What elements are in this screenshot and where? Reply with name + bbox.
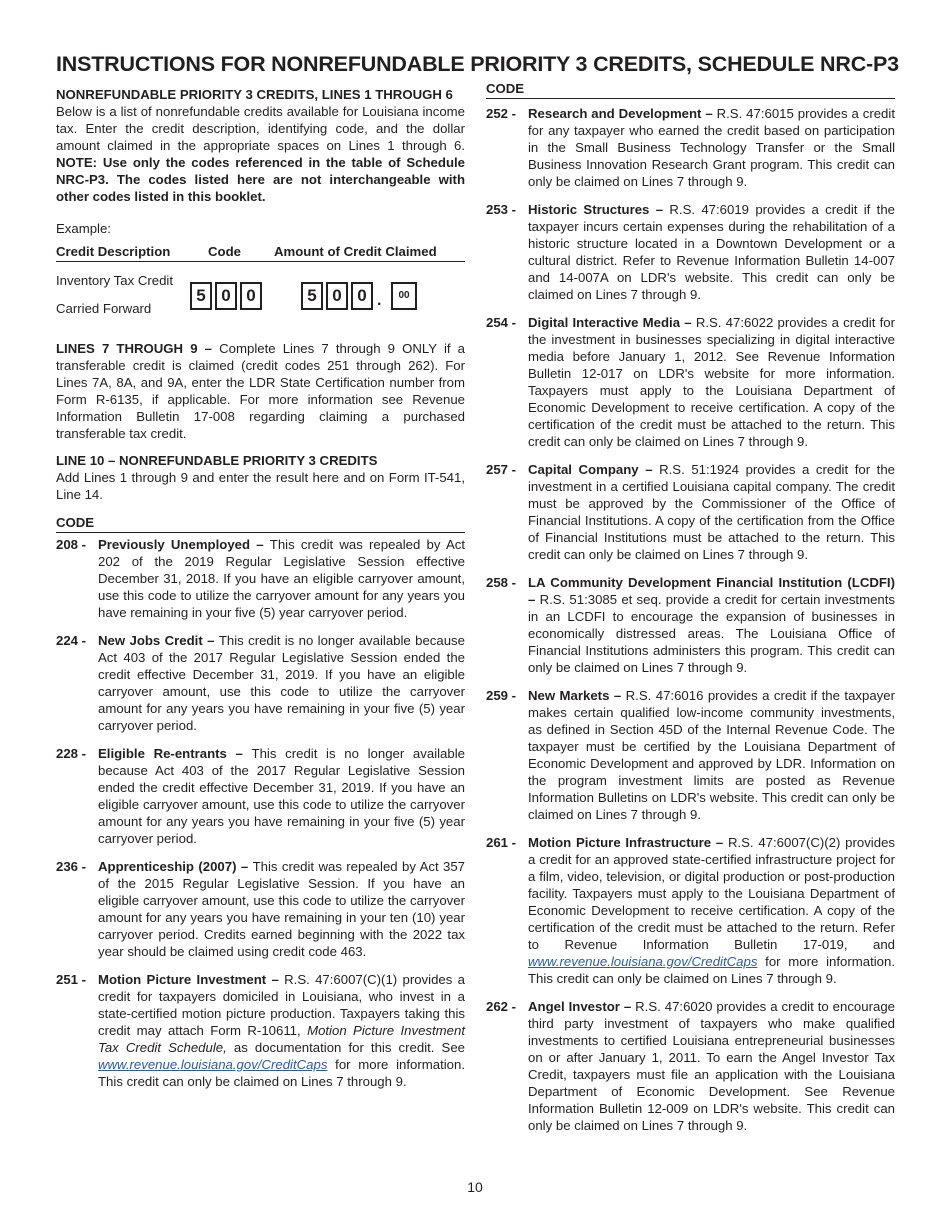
- example-row: [56, 270, 465, 330]
- credit-entry-224: 224 - New Jobs Credit – This credit is no longer available because Act 403 of the 2017 Regular Legislative Session ended the credit effective December 31, 2019. If you have an eligible carryover amount, use this code to utilize the carryover amount for any years you have remaining in your five (5) year carryover period.: [56, 633, 465, 733]
- credit-name: New Jobs Credit –: [98, 633, 219, 648]
- left-column: [56, 86, 465, 1090]
- section-heading-lines-1-6: NONREFUNDABLE PRIORITY 3 CREDITS, LINES 1 THROUGH 6: [56, 87, 453, 102]
- header-credit-description: Credit Description: [56, 244, 171, 259]
- credit-code: 236 -: [56, 859, 87, 874]
- credit-name: Motion Picture Infrastructure –: [528, 835, 728, 850]
- credit-code: 261 -: [486, 835, 517, 850]
- header-code: Code: [208, 244, 241, 259]
- code-digit-box: 0: [240, 282, 262, 310]
- credit-name: LA Community Development Financial Institution (LCDFI) –: [528, 575, 895, 607]
- cents-box: 00: [391, 282, 417, 310]
- code-heading: CODE: [486, 80, 895, 99]
- credit-name: New Markets –: [528, 688, 626, 703]
- creditcaps-link[interactable]: www.revenue.louisiana.gov/CreditCaps: [528, 954, 758, 969]
- credit-entry-261: 261 - Motion Picture Infrastructure – R.S. 47:6007(C)(2) provides a credit for an approved state-certified infrastructure project for a film, video, television, or digital production or post-production facility. Taxpayers must apply to the Louisiana Department of Economic Development to receive certification. A copy of the certification of the credit must be attached to the return. Refer to Revenue Information Bulletin 17-019, and www.revenue.louisiana.gov/CreditCaps for more information. This credit can only be claimed on Lines 7 through 9.: [486, 835, 895, 986]
- credit-name: Eligible Re-entrants –: [98, 746, 252, 761]
- creditcaps-link[interactable]: www.revenue.louisiana.gov/CreditCaps: [98, 1057, 328, 1072]
- note-text: NOTE: Use only the codes referenced in the table of Schedule NRC-P3. The codes listed here are not interchangeable with other codes listed in this booklet.: [56, 155, 465, 204]
- credit-code: 259 -: [486, 688, 517, 703]
- credit-code: 228 -: [56, 746, 87, 761]
- credit-entry-251: 251 - Motion Picture Investment – R.S. 47:6007(C)(1) provides a credit for taxpayers domiciled in Louisiana, who invest in a state-certified motion picture production. Taxpayers taking this credit may attach Form R-10611, Motion Picture Investment Tax Credit Schedule, as documentation for this credit. See www.revenue.louisiana.gov/CreditCaps for more information. This credit can only be claimed on Lines 7 through 9.: [56, 972, 465, 1089]
- code-heading: CODE: [56, 514, 465, 533]
- page-number: 10: [467, 1179, 483, 1195]
- credit-entry-257: 257 - Capital Company – R.S. 51:1924 provides a credit for the investment in a certified Louisiana capital company. The credit must be approved by the Commissioner of the Office of Financial Institutions. A copy of the certification from the Office of Financial Institutions must be attached to the return. This credit can only be claimed on Lines 7 through 9.: [486, 462, 895, 562]
- credit-name: Historic Structures –: [528, 202, 670, 217]
- credit-code: 253 -: [486, 202, 517, 217]
- example-label: Example:: [56, 221, 111, 236]
- section-text-line-10: Add Lines 1 through 9 and enter the result here and on Form IT-541, Line 14.: [56, 470, 465, 502]
- amount-digit-box: 5: [301, 282, 323, 310]
- credit-name: Previously Unemployed –: [98, 537, 270, 552]
- example-amount-boxes: [301, 282, 376, 310]
- header-amount: Amount of Credit Claimed: [274, 244, 437, 259]
- credit-code: 258 -: [486, 575, 517, 590]
- credit-entry-252: 252 - Research and Development – R.S. 47:6015 provides a credit for any taxpayer who earned the credit based on participation in the Small Business Technology Transfer or the Small Business Innovation Research Grant program. This credit can only be claimed on Lines 7 through 9.: [486, 106, 895, 189]
- credit-entry-236: 236 - Apprenticeship (2007) – This credit was repealed by Act 357 of the 2015 Regular Legislative Session. If you have an eligible carryover amount, use this code to utilize the carryover amount for any years you have remaining in your ten (10) year carryover period. Credits earned beginning with the 2022 tax year should be claimed using credit code 463.: [56, 859, 465, 959]
- example-description-line2: Carried Forward: [56, 301, 152, 316]
- credit-entry-259: 259 - New Markets – R.S. 47:6016 provides a credit if the taxpayer makes certain qualified low-income community investments, as defined in Section 45D of the Internal Revenue Code. The taxpayer must be certified by the Louisiana Department of Economic Development and approved by LDR. Information on the program investment limits are posted as Revenue Information Bulletins on LDR's website. This credit can only be claimed on Lines 7 through 9.: [486, 688, 895, 822]
- section-lines-7-9: LINES 7 THROUGH 9 – Complete Lines 7 through 9 ONLY if a transferable credit is claimed (credit codes 251 through 262). For Lines 7A, 8A, and 9A, enter the LDR State Certification number from Form R-6135, if applicable. For more information see Revenue Information Bulletin 17-008 regarding claiming a purchased transferable tax credit.: [56, 341, 465, 441]
- right-column: [486, 80, 895, 1134]
- credit-code: 208 -: [56, 537, 87, 552]
- page-title: INSTRUCTIONS FOR NONREFUNDABLE PRIORITY 3 CREDITS, SCHEDULE NRC-P3: [56, 52, 899, 76]
- credit-name: Research and Development –: [528, 106, 717, 121]
- section-heading-line-10: LINE 10 – NONREFUNDABLE PRIORITY 3 CREDITS: [56, 453, 378, 468]
- credit-code: 224 -: [56, 633, 87, 648]
- example-code-boxes: [190, 282, 265, 310]
- section-text-lines-1-6: Below is a list of nonrefundable credits available for Louisiana income tax. Enter the credit description, identifying code, and the dollar amount claimed in the appropriate spaces on Lines 1 through 6. NOTE: Use only the codes referenced in the table of Schedule NRC-P3. The codes listed here are not interchangeable with other codes listed in this booklet.: [56, 104, 465, 204]
- credit-name: Angel Investor –: [528, 999, 636, 1014]
- credit-name: Motion Picture Investment –: [98, 972, 285, 987]
- code-digit-box: 5: [190, 282, 212, 310]
- credit-code: 252 -: [486, 106, 517, 121]
- credit-name: Digital Interactive Media –: [528, 315, 696, 330]
- credit-code: 262 -: [486, 999, 517, 1014]
- credit-entry-253: 253 - Historic Structures – R.S. 47:6019 provides a credit if the taxpayer incurs certain expenses during the rehabilitation of a historic structure located in a Downtown Development or a cultural district. Refer to Revenue Information Bulletin 14-007 and 14-007A on LDR's website. This credit can only be claimed on Lines 7 through 9.: [486, 202, 895, 302]
- credit-entry-254: 254 - Digital Interactive Media – R.S. 47:6022 provides a credit for the investment in businesses specializing in digital interactive media before January 1, 2012. See Revenue Information Bulletin 12-017 on LDR's website for more information. Taxpayers must apply to the Louisiana Department of Economic Development to receive certification. A copy of the certification of the credit must be attached to the return. This credit can only be claimed on Lines 7 through 9.: [486, 315, 895, 449]
- credit-code: 254 -: [486, 315, 517, 330]
- credit-name: Capital Company –: [528, 462, 660, 477]
- amount-digit-box: 0: [351, 282, 373, 310]
- decimal-point: .: [377, 292, 382, 309]
- credit-entry-228: 228 - Eligible Re-entrants – This credit is no longer available because Act 403 of the 2017 Regular Legislative Session ended the credit effective December 31, 2019. If you have an eligible carryover amount, use this code to utilize the carryover amount for any years you have remaining in your five (5) year carryover period.: [56, 746, 465, 846]
- example-table-header: [56, 243, 465, 262]
- credit-entry-208: 208 - Previously Unemployed – This credit was repealed by Act 202 of the 2019 Regular Legislative Session effective December 31, 2018. If you have an eligible carryover amount, use this code to utilize the carryover amount for any years you have remaining in your five (5) year carryover period.: [56, 537, 466, 620]
- credit-entry-262: 262 - Angel Investor – R.S. 47:6020 provides a credit to encourage third party investment of taxpayers who make qualified investments to certified Louisiana entrepreneurial businesses on or after January 1, 2011. To earn the Angel Investor Tax Credit, taxpayers must file an application with the Louisiana Department of Economic Development. See Revenue Information Bulletin 12-009 on LDR's website. This credit can only be claimed on Lines 7 through 9.: [486, 999, 895, 1133]
- amount-digit-box: 0: [326, 282, 348, 310]
- code-digit-box: 0: [215, 282, 237, 310]
- credit-code: 251 -: [56, 972, 87, 987]
- credit-entry-258: 258 - LA Community Development Financial Institution (LCDFI) – R.S. 51:3085 et seq. provide a credit for certain investments in an LCDFI to encourage the expansion of businesses in economically distressed areas. The Louisiana Office of Financial Institutions administers this program. This credit can only be claimed on Lines 7 through 9.: [486, 575, 895, 675]
- example-description-line1: Inventory Tax Credit: [56, 273, 174, 288]
- credit-code: 257 -: [486, 462, 517, 477]
- credit-name: Apprenticeship (2007) –: [98, 859, 253, 874]
